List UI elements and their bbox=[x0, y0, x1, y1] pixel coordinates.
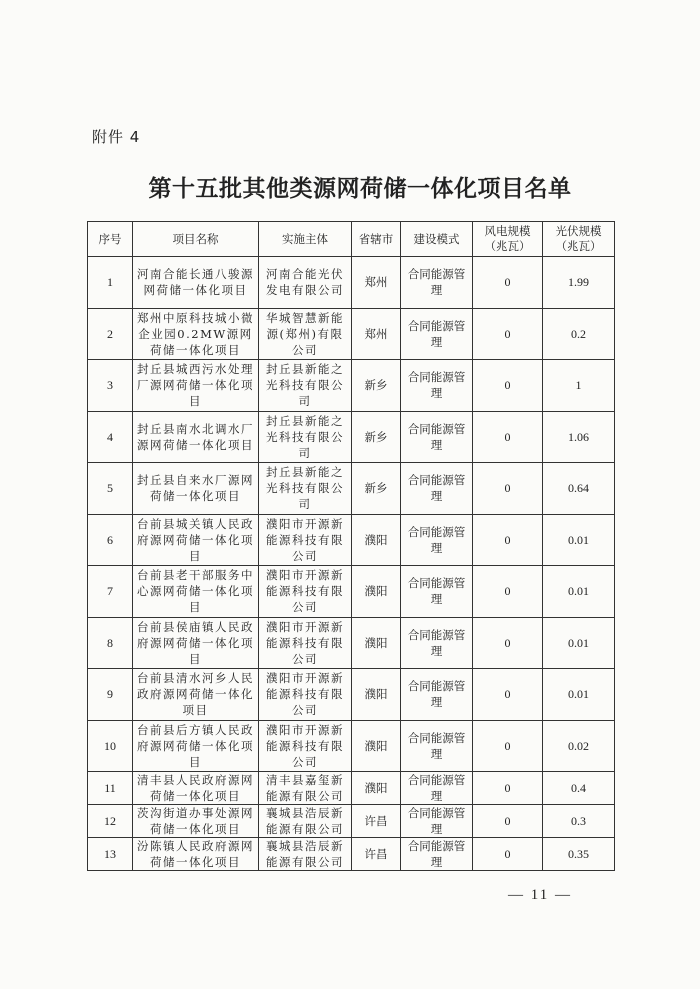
cell-entity: 河南合能光伏发电有限公司 bbox=[259, 257, 352, 309]
header-mode: 建设模式 bbox=[401, 222, 473, 257]
cell-mode: 合同能源管理 bbox=[401, 257, 473, 309]
cell-city: 濮阳 bbox=[352, 566, 401, 618]
cell-project-name: 汾陈镇人民政府源网荷储一体化项目 bbox=[133, 838, 259, 871]
cell-wind: 0 bbox=[473, 772, 543, 805]
cell-wind: 0 bbox=[473, 514, 543, 566]
cell-project-name: 封丘县南水北调水厂源网荷储一体化项目 bbox=[133, 411, 259, 463]
cell-pv: 0.01 bbox=[543, 617, 615, 669]
cell-entity: 濮阳市开源新能源科技有限公司 bbox=[259, 720, 352, 772]
table-row bbox=[88, 669, 615, 721]
cell-pv: 0.01 bbox=[543, 669, 615, 721]
cell-project-name: 清丰县人民政府源网荷储一体化项目 bbox=[133, 772, 259, 805]
cell-wind: 0 bbox=[473, 463, 543, 515]
cell-mode: 合同能源管理 bbox=[401, 566, 473, 618]
cell-pv: 1.99 bbox=[543, 257, 615, 309]
cell-wind: 0 bbox=[473, 566, 543, 618]
cell-pv: 0.01 bbox=[543, 566, 615, 618]
cell-project-name: 河南合能长通八骏源网荷储一体化项目 bbox=[133, 257, 259, 309]
cell-wind: 0 bbox=[473, 838, 543, 871]
cell-seq: 6 bbox=[88, 514, 133, 566]
cell-entity: 濮阳市开源新能源科技有限公司 bbox=[259, 514, 352, 566]
header-city: 省辖市 bbox=[352, 222, 401, 257]
cell-seq: 2 bbox=[88, 308, 133, 360]
cell-mode: 合同能源管理 bbox=[401, 514, 473, 566]
cell-seq: 1 bbox=[88, 257, 133, 309]
cell-seq: 3 bbox=[88, 360, 133, 412]
cell-pv: 1 bbox=[543, 360, 615, 412]
cell-wind: 0 bbox=[473, 360, 543, 412]
cell-pv: 1.06 bbox=[543, 411, 615, 463]
cell-seq: 5 bbox=[88, 463, 133, 515]
cell-city: 濮阳 bbox=[352, 669, 401, 721]
cell-project-name: 封丘县城西污水处理厂源网荷储一体化项目 bbox=[133, 360, 259, 412]
table-row bbox=[88, 566, 615, 618]
cell-project-name: 台前县清水河乡人民政府源网荷储一体化项目 bbox=[133, 669, 259, 721]
cell-entity: 濮阳市开源新能源科技有限公司 bbox=[259, 566, 352, 618]
cell-mode: 合同能源管理 bbox=[401, 463, 473, 515]
cell-seq: 12 bbox=[88, 805, 133, 838]
cell-wind: 0 bbox=[473, 411, 543, 463]
cell-pv: 0.2 bbox=[543, 308, 615, 360]
cell-pv: 0.01 bbox=[543, 514, 615, 566]
cell-pv: 0.35 bbox=[543, 838, 615, 871]
cell-city: 许昌 bbox=[352, 838, 401, 871]
cell-pv: 0.64 bbox=[543, 463, 615, 515]
cell-pv: 0.02 bbox=[543, 720, 615, 772]
cell-city: 新乡 bbox=[352, 463, 401, 515]
cell-city: 郑州 bbox=[352, 257, 401, 309]
cell-city: 濮阳 bbox=[352, 720, 401, 772]
cell-seq: 8 bbox=[88, 617, 133, 669]
cell-mode: 合同能源管理 bbox=[401, 617, 473, 669]
cell-city: 新乡 bbox=[352, 360, 401, 412]
attachment-label: 附件 4 bbox=[92, 128, 141, 146]
cell-wind: 0 bbox=[473, 308, 543, 360]
cell-project-name: 郑州中原科技城小微企业园0.2MW源网荷储一体化项目 bbox=[133, 308, 259, 360]
header-wind: 风电规模（兆瓦） bbox=[473, 222, 543, 257]
cell-project-name: 台前县侯庙镇人民政府源网荷储一体化项目 bbox=[133, 617, 259, 669]
cell-city: 郑州 bbox=[352, 308, 401, 360]
cell-city: 濮阳 bbox=[352, 772, 401, 805]
cell-project-name: 茨沟街道办事处源网荷储一体化项目 bbox=[133, 805, 259, 838]
cell-pv: 0.3 bbox=[543, 805, 615, 838]
header-seq: 序号 bbox=[88, 222, 133, 257]
cell-wind: 0 bbox=[473, 805, 543, 838]
cell-entity: 濮阳市开源新能源科技有限公司 bbox=[259, 669, 352, 721]
cell-entity: 封丘县新能之光科技有限公司 bbox=[259, 360, 352, 412]
cell-mode: 合同能源管理 bbox=[401, 720, 473, 772]
cell-entity: 封丘县新能之光科技有限公司 bbox=[259, 411, 352, 463]
cell-seq: 4 bbox=[88, 411, 133, 463]
cell-seq: 13 bbox=[88, 838, 133, 871]
cell-seq: 9 bbox=[88, 669, 133, 721]
cell-project-name: 台前县城关镇人民政府源网荷储一体化项目 bbox=[133, 514, 259, 566]
cell-mode: 合同能源管理 bbox=[401, 772, 473, 805]
cell-pv: 0.4 bbox=[543, 772, 615, 805]
cell-seq: 7 bbox=[88, 566, 133, 618]
cell-city: 许昌 bbox=[352, 805, 401, 838]
cell-city: 濮阳 bbox=[352, 514, 401, 566]
cell-entity: 清丰县嘉玺新能源有限公司 bbox=[259, 772, 352, 805]
table-row bbox=[88, 772, 615, 805]
cell-mode: 合同能源管理 bbox=[401, 838, 473, 871]
cell-entity: 华城智慧新能源(郑州)有限公司 bbox=[259, 308, 352, 360]
cell-seq: 10 bbox=[88, 720, 133, 772]
cell-mode: 合同能源管理 bbox=[401, 669, 473, 721]
table-row bbox=[88, 411, 615, 463]
table-header-row bbox=[88, 222, 615, 257]
cell-entity: 封丘县新能之光科技有限公司 bbox=[259, 463, 352, 515]
cell-project-name: 封丘县自来水厂源网荷储一体化项目 bbox=[133, 463, 259, 515]
table-row bbox=[88, 617, 615, 669]
cell-entity: 襄城县浩辰新能源有限公司 bbox=[259, 805, 352, 838]
table-row bbox=[88, 514, 615, 566]
header-name: 项目名称 bbox=[133, 222, 259, 257]
cell-wind: 0 bbox=[473, 669, 543, 721]
cell-entity: 襄城县浩辰新能源有限公司 bbox=[259, 838, 352, 871]
cell-mode: 合同能源管理 bbox=[401, 411, 473, 463]
table-row bbox=[88, 463, 615, 515]
cell-seq: 11 bbox=[88, 772, 133, 805]
header-entity: 实施主体 bbox=[259, 222, 352, 257]
cell-wind: 0 bbox=[473, 720, 543, 772]
table-row bbox=[88, 838, 615, 871]
cell-mode: 合同能源管理 bbox=[401, 308, 473, 360]
cell-mode: 合同能源管理 bbox=[401, 360, 473, 412]
table-row bbox=[88, 257, 615, 309]
cell-wind: 0 bbox=[473, 617, 543, 669]
header-pv: 光伏规模（兆瓦） bbox=[543, 222, 615, 257]
cell-wind: 0 bbox=[473, 257, 543, 309]
page-number: — 11 — bbox=[508, 887, 572, 903]
cell-entity: 濮阳市开源新能源科技有限公司 bbox=[259, 617, 352, 669]
table-row bbox=[88, 360, 615, 412]
table-row bbox=[88, 720, 615, 772]
cell-project-name: 台前县老干部服务中心源网荷储一体化项目 bbox=[133, 566, 259, 618]
table-row bbox=[88, 805, 615, 838]
cell-city: 新乡 bbox=[352, 411, 401, 463]
project-list-table bbox=[87, 221, 615, 871]
cell-mode: 合同能源管理 bbox=[401, 805, 473, 838]
cell-city: 濮阳 bbox=[352, 617, 401, 669]
table-row bbox=[88, 308, 615, 360]
cell-project-name: 台前县后方镇人民政府源网荷储一体化项目 bbox=[133, 720, 259, 772]
page-title: 第十五批其他类源网荷储一体化项目名单 bbox=[148, 175, 572, 202]
